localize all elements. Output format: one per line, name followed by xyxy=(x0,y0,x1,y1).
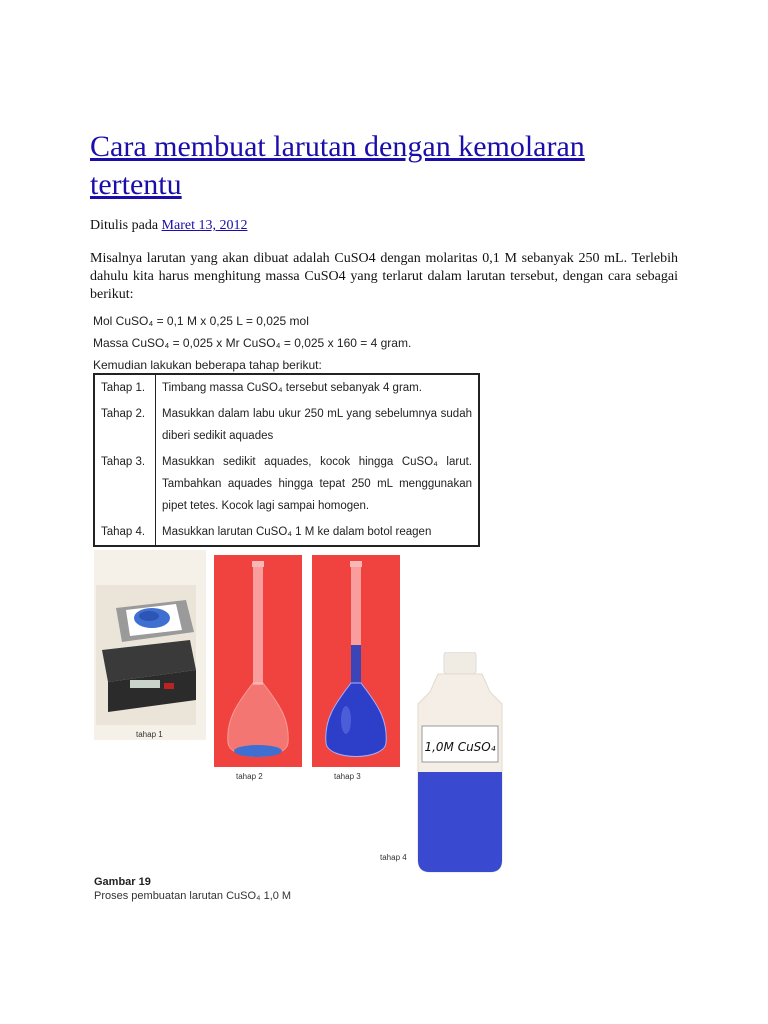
stage-3-label: tahap 3 xyxy=(334,772,361,781)
article-title[interactable] xyxy=(90,128,610,204)
calculation-block xyxy=(93,310,411,376)
table-row xyxy=(94,449,479,519)
step-text: Timbang massa CuSO₄ tersebut sebanyak 4 gram. xyxy=(162,382,422,394)
step-text: Masukkan dalam labu ukur 250 mL yang sebelumnya sudah diberi sedikit aquades xyxy=(162,408,472,442)
table-row xyxy=(94,519,479,546)
date-link[interactable]: Maret 13, 2012 xyxy=(161,218,248,233)
calc-line-intro: Kemudian lakukan beberapa tahap berikut: xyxy=(93,358,322,372)
table-row xyxy=(94,401,479,449)
figure-caption: Proses pembuatan larutan CuSO₄ 1,0 M xyxy=(94,890,292,902)
filled-flask-illustration xyxy=(312,555,400,767)
step-text: Masukkan sedikit aquades, kocok hingga CuSO₄ larut. Tambahkan aquades hingga tepat 250 mL menggunakan pipet tetes. Kocok lagi sampai homogen. xyxy=(162,456,472,512)
balance-scale-illustration xyxy=(94,550,206,740)
step-label: Tahap 2. xyxy=(94,401,156,449)
steps-table xyxy=(93,373,480,547)
step-label: Tahap 3. xyxy=(94,449,156,519)
article-title-link[interactable]: Cara membuat larutan dengan kemolaran tertentu xyxy=(90,130,585,201)
step-label: Tahap 4. xyxy=(94,519,156,546)
stage-2-label: tahap 2 xyxy=(236,772,263,781)
reagent-bottle-illustration xyxy=(414,652,506,874)
step-text: Masukkan larutan CuSO₄ 1 M ke dalam botol reagen xyxy=(162,526,432,538)
byline-prefix: Ditulis pada xyxy=(90,218,159,233)
bottle-label: 1,0M CuSO₄ xyxy=(424,740,496,754)
byline xyxy=(90,218,247,234)
calc-line-mass: Massa CuSO₄ = 0,025 x Mr CuSO₄ = 0,025 x 160 = 4 gram. xyxy=(93,336,412,350)
intro-paragraph: Misalnya larutan yang akan dibuat adalah CuSO4 dengan molaritas 0,1 M sebanyak 250 mL. Terlebih dahulu kita harus menghitung massa CuSO4 yang terlarut dalam larutan tersebut, dengan cara sebagai berikut: xyxy=(90,251,678,302)
table-row xyxy=(94,374,479,401)
calc-line-mol: Mol CuSO₄ = 0,1 M x 0,25 L = 0,025 mol xyxy=(93,314,309,328)
stage-4-label: tahap 4 xyxy=(380,853,407,862)
figure-title: Gambar 19 xyxy=(94,876,151,888)
step-label: Tahap 1. xyxy=(94,374,156,401)
volumetric-flask-illustration xyxy=(214,555,302,767)
process-figure xyxy=(94,550,496,910)
stage-1-label: tahap 1 xyxy=(136,730,163,739)
